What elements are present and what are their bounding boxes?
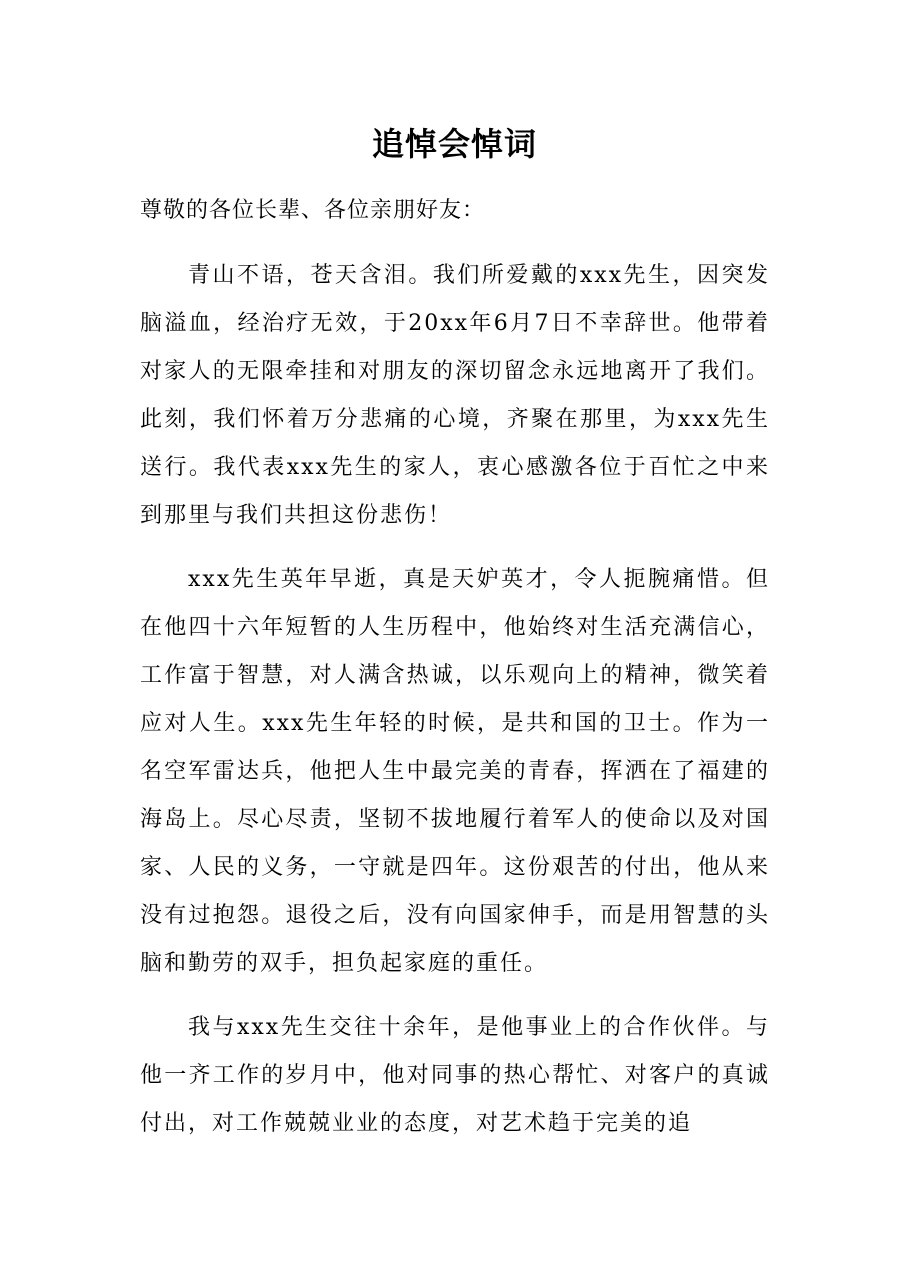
paragraph-1: 青山不语，苍天含泪。我们所爱戴的xxx先生，因突发脑溢血，经治疗无效，于20xx年6月7日不幸辞世。他带着对家人的无限牵挂和对朋友的深切留念永远地离开了我们。此刻，我们怀着万分悲痛的心境，齐聚在那里，为xxx先生送行。我代表xxx先生的家人，衷心感激各位于百忙之中来到那里与我们共担这份悲伤！ <box>140 263 770 528</box>
document-title: 追悼会悼词 <box>371 125 537 163</box>
salutation: 尊敬的各位长辈、各位亲朋好友： <box>140 198 486 223</box>
paragraph-3: 我与xxx先生交往十余年，是他事业上的合作伙伴。与他一齐工作的岁月中，他对同事的热心帮忙、对客户的真诚付出，对工作兢兢业业的态度，对艺术趋于完美的追 <box>140 1015 770 1136</box>
paragraph-2: xxx先生英年早逝，真是天妒英才，令人扼腕痛惜。但在他四十六年短暂的人生历程中，他始终对生活充满信心，工作富于智慧，对人满含热诚，以乐观向上的精神，微笑着应对人生。xxx先生年轻的时候，是共和国的卫士。作为一名空军雷达兵，他把人生中最完美的青春，挥洒在了福建的海岛上。尽心尽责，坚韧不拔地履行着军人的使命以及对国家、人民的义务，一守就是四年。这份艰苦的付出，他从来没有过抱怨。退役之后，没有向国家伸手，而是用智慧的头脑和勤劳的双手，担负起家庭的重任。 <box>140 567 770 976</box>
